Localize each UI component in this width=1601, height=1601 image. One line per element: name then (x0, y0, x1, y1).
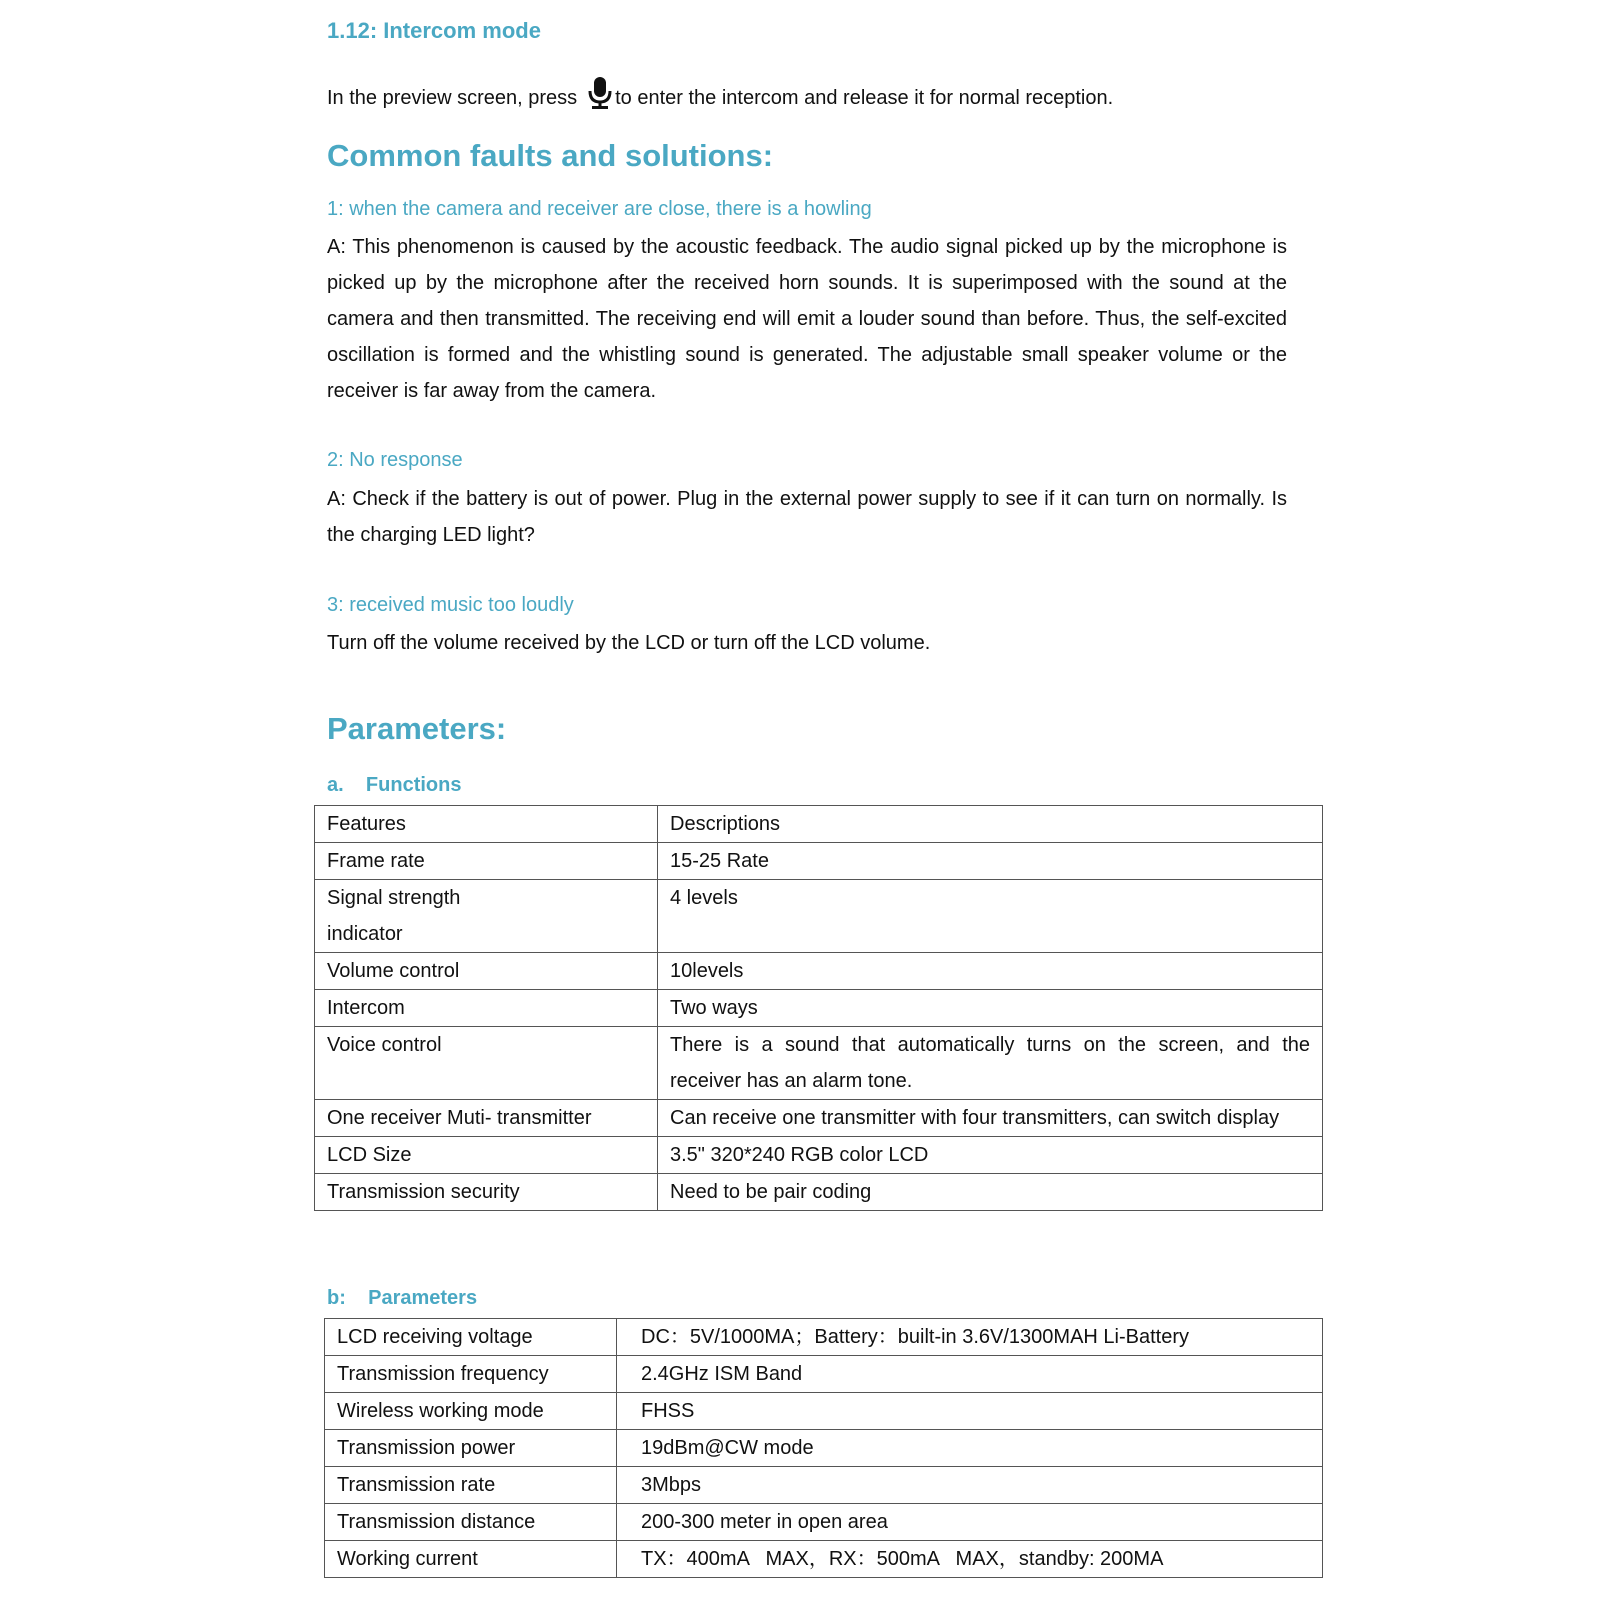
spec-value-cell: 3Mbps (617, 1467, 1323, 1504)
microphone-icon (587, 76, 613, 116)
functions-subheading (327, 774, 461, 797)
table-row (315, 1174, 1323, 1211)
spec-name-cell: Transmission power (325, 1430, 617, 1467)
description-cell: 10levels (658, 953, 1323, 990)
specs-subheading (327, 1287, 477, 1310)
table-row (315, 953, 1323, 990)
table-header-row (315, 806, 1323, 843)
description-cell: There is a sound that automatically turns on the screen, and the receiver has an alarm tone. (658, 1027, 1323, 1100)
spec-name-cell: Transmission frequency (325, 1356, 617, 1393)
feature-cell: Transmission security (315, 1174, 658, 1211)
description-cell: Can receive one transmitter with four transmitters, can switch display (658, 1100, 1323, 1137)
specs-label: Parameters (368, 1287, 478, 1309)
spec-value-cell: 19dBm@CW mode (617, 1430, 1323, 1467)
functions-prefix: a. (327, 774, 344, 796)
intercom-instruction (327, 76, 1113, 116)
feature-cell: Volume control (315, 953, 658, 990)
instruction-text-after: to enter the intercom and release it for normal reception. (615, 87, 1114, 109)
header-cell-features: Features (315, 806, 658, 843)
table-row (315, 990, 1323, 1027)
specs-table (324, 1318, 1323, 1578)
feature-cell: LCD Size (315, 1137, 658, 1174)
feature-cell: Intercom (315, 990, 658, 1027)
fault-question-2: 2: No response (327, 449, 463, 471)
spec-name-cell: LCD receiving voltage (325, 1319, 617, 1356)
specs-prefix: b: (327, 1287, 346, 1309)
description-cell: Need to be pair coding (658, 1174, 1323, 1211)
fault-question-3: 3: received music too loudly (327, 594, 574, 616)
table-row (315, 1027, 1323, 1100)
table-row (325, 1541, 1323, 1578)
spec-value-cell: TX：400mA MAX，RX：500mA MAX，standby: 200MA (617, 1541, 1323, 1578)
table-row (325, 1504, 1323, 1541)
spec-name-cell: Working current (325, 1541, 617, 1578)
table-row (325, 1319, 1323, 1356)
instruction-text-before: In the preview screen, press (327, 87, 578, 109)
description-cell: 3.5" 320*240 RGB color LCD (658, 1137, 1323, 1174)
spec-value-cell: DC：5V/1000MA；Battery：built-in 3.6V/1300MAH Li-Battery (617, 1319, 1323, 1356)
table-row (315, 843, 1323, 880)
parameters-heading: Parameters: (327, 711, 507, 746)
feature-cell: Signal strength indicator (315, 880, 658, 953)
functions-table (314, 805, 1323, 1211)
spec-name-cell: Wireless working mode (325, 1393, 617, 1430)
table-row (315, 880, 1323, 953)
table-row (325, 1430, 1323, 1467)
feature-cell: Frame rate (315, 843, 658, 880)
functions-label: Functions (365, 774, 462, 796)
spec-value-cell: 2.4GHz ISM Band (617, 1356, 1323, 1393)
spec-value-cell: 200-300 meter in open area (617, 1504, 1323, 1541)
table-row (325, 1393, 1323, 1430)
description-cell: Two ways (658, 990, 1323, 1027)
table-row (325, 1467, 1323, 1504)
fault-answer-2: A: Check if the battery is out of power. Plug in the external power supply to see if it can turn on normally. Is the charging LED light? (327, 488, 1287, 546)
description-cell: 4 levels (658, 880, 1323, 953)
fault-answer-1: A: This phenomenon is caused by the acoustic feedback. The audio signal picked up by the microphone is picked up by the microphone after the received horn sounds. It is superimposed with the sound at the camera and then transmitted. The receiving end will emit a louder sound than before. Thus, the self-excited oscillation is formed and the whistling sound is generated. The adjustable small speaker volume or the receiver is far away from the camera. (327, 236, 1287, 402)
spec-value-cell: FHSS (617, 1393, 1323, 1430)
spec-name-cell: Transmission distance (325, 1504, 617, 1541)
section-heading-intercom-mode: 1.12: Intercom mode (327, 18, 541, 43)
fault-answer-3: Turn off the volume received by the LCD or turn off the LCD volume. (327, 632, 931, 654)
description-cell: 15-25 Rate (658, 843, 1323, 880)
feature-cell: One receiver Muti- transmitter (315, 1100, 658, 1137)
table-row (315, 1100, 1323, 1137)
table-row (315, 1137, 1323, 1174)
header-cell-descriptions: Descriptions (658, 806, 1323, 843)
fault-question-1: 1: when the camera and receiver are close, there is a howling (327, 198, 872, 220)
feature-cell: Voice control (315, 1027, 658, 1100)
spec-name-cell: Transmission rate (325, 1467, 617, 1504)
table-row (325, 1356, 1323, 1393)
faults-heading: Common faults and solutions: (327, 138, 774, 173)
